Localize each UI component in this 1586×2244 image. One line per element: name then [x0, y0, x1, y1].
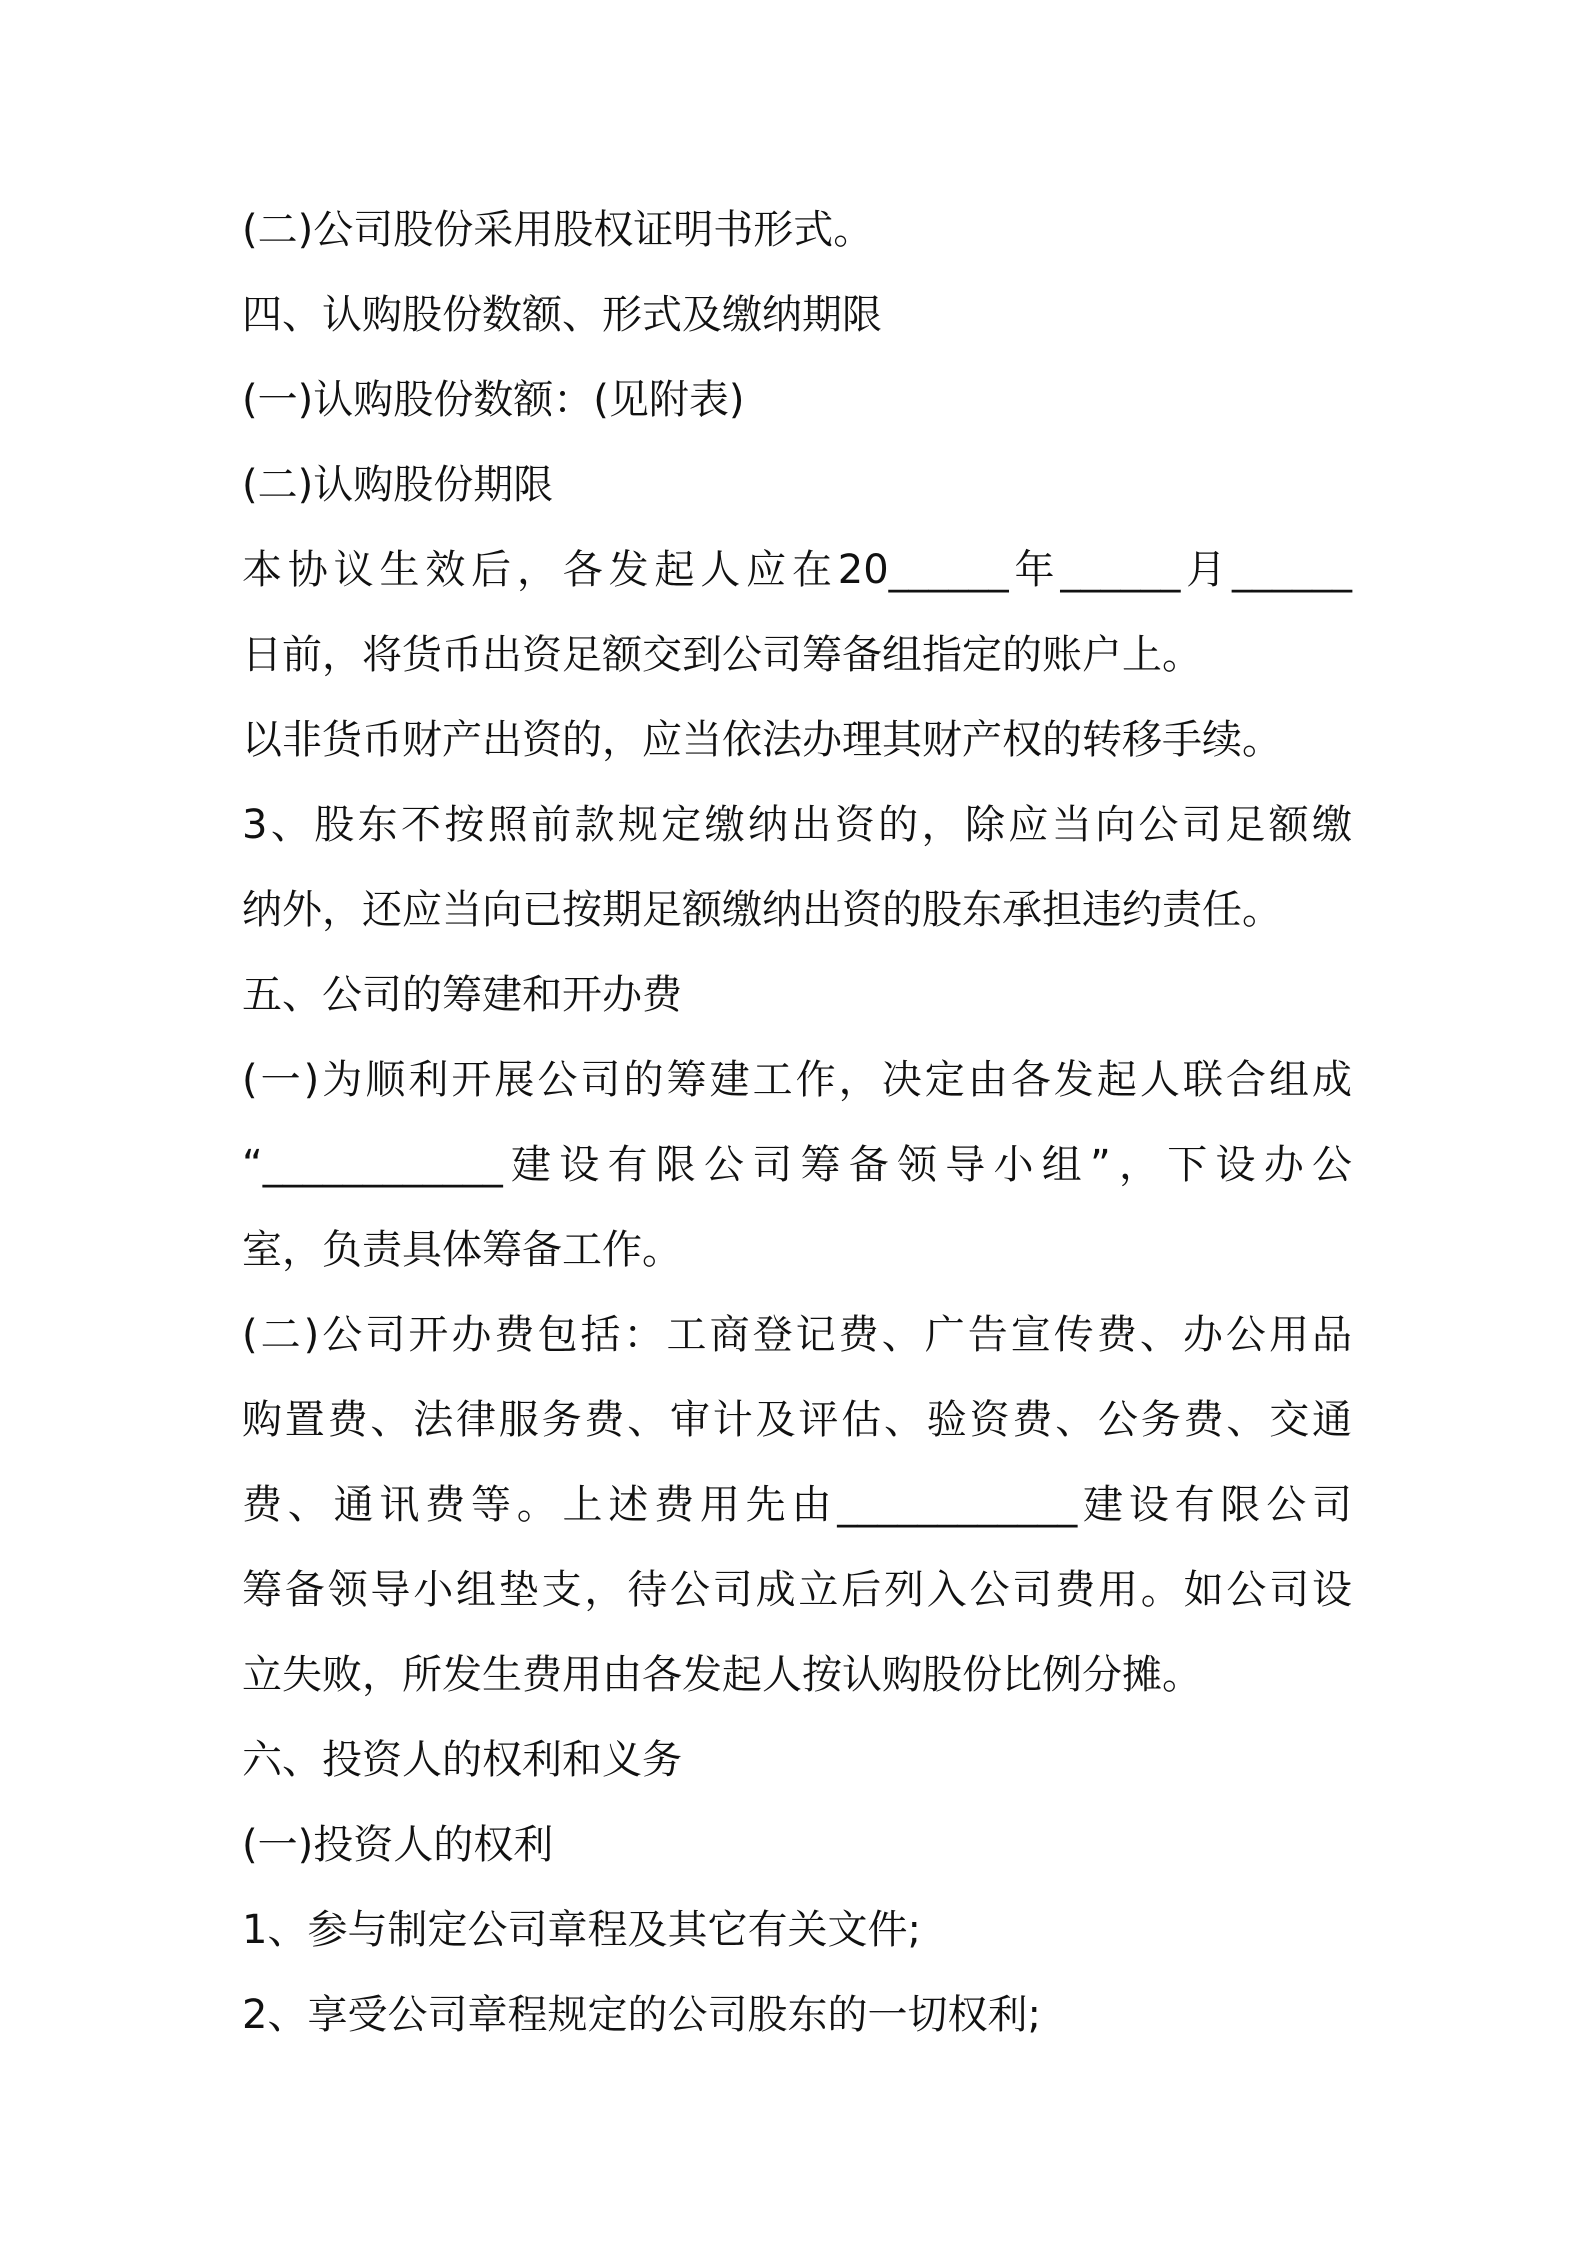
paragraph-line: 纳外，还应当向已按期足额缴纳出资的股东承担违约责任。 [242, 887, 1282, 933]
section-heading: 六、投资人的权利和义务 [242, 1737, 682, 1783]
paragraph-line: 1、参与制定公司章程及其它有关文件; [242, 1907, 921, 1953]
paragraph-line: 日前，将货币出资足额交到公司筹备组指定的账户上。 [242, 632, 1202, 678]
paragraph-line: (一)投资人的权利 [242, 1822, 554, 1868]
paragraph-line: (二)公司股份采用股权证明书形式。 [242, 207, 874, 253]
paragraph-line: 购置费、法律服务费、审计及评估、验资费、公务费、交通 [242, 1397, 1352, 1443]
section-heading: 四、认购股份数额、形式及缴纳期限 [242, 292, 882, 338]
paragraph-line: 以非货币财产出资的，应当依法办理其财产权的转移手续。 [242, 717, 1282, 763]
section-heading: 五、公司的筹建和开办费 [242, 972, 682, 1018]
paragraph-line: (二)认购股份期限 [242, 462, 554, 508]
document-body [242, 198, 1352, 2068]
paragraph-line: (一)认购股份数额：(见附表) [242, 377, 745, 423]
paragraph-line: 费、通讯费等。上述费用先由____________建设有限公司 [242, 1482, 1352, 1528]
paragraph-line: 筹备领导小组垫支，待公司成立后列入公司费用。如公司设 [242, 1567, 1352, 1613]
paragraph-line: “____________建设有限公司筹备领导小组”，下设办公 [242, 1142, 1352, 1188]
paragraph-line: (一)为顺利开展公司的筹建工作，决定由各发起人联合组成 [242, 1057, 1352, 1103]
paragraph-line: 3、股东不按照前款规定缴纳出资的，除应当向公司足额缴 [242, 802, 1352, 848]
paragraph-line: (二)公司开办费包括：工商登记费、广告宣传费、办公用品 [242, 1312, 1352, 1358]
paragraph-line: 本协议生效后，各发起人应在20______年______月______ [242, 547, 1352, 593]
paragraph-line: 室，负责具体筹备工作。 [242, 1227, 682, 1273]
paragraph-line: 立失败，所发生费用由各发起人按认购股份比例分摊。 [242, 1652, 1202, 1698]
paragraph-line: 2、享受公司章程规定的公司股东的一切权利; [242, 1992, 1041, 2038]
